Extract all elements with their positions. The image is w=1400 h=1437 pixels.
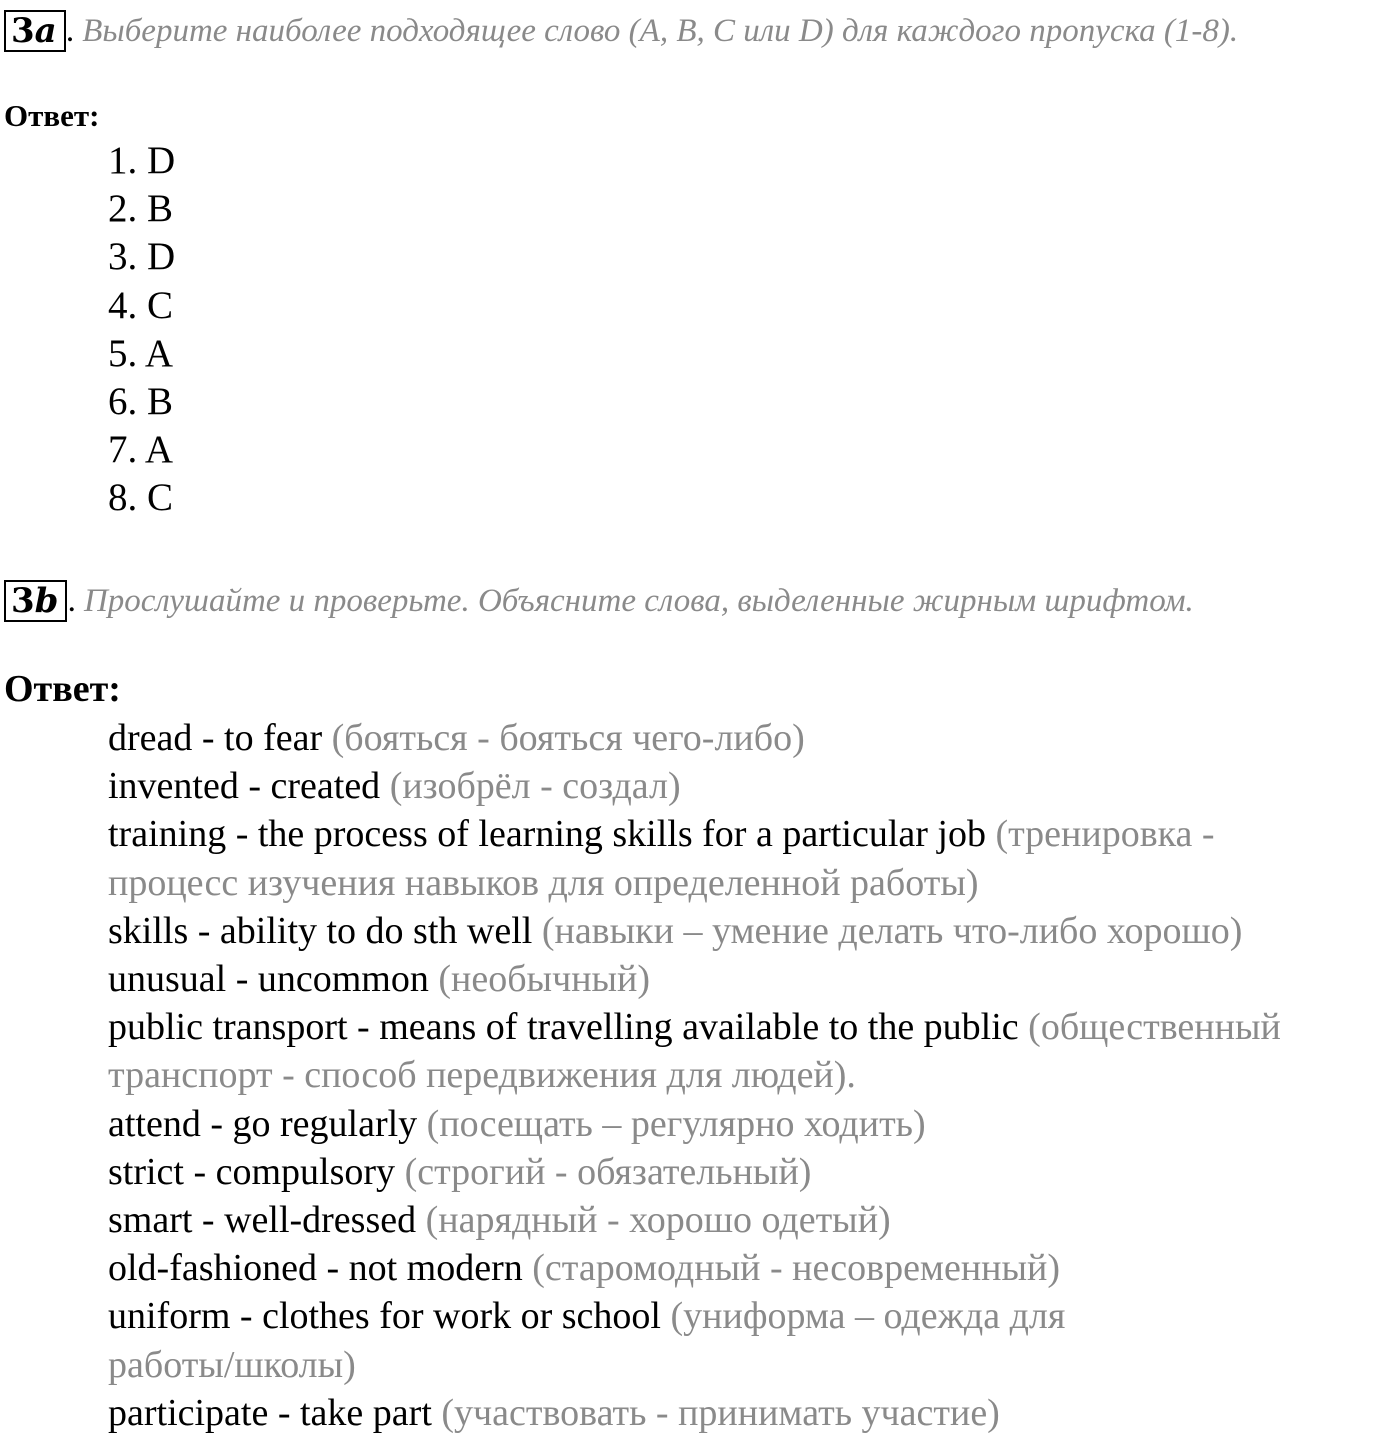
vocab-russian: (посещать – регулярно ходить) — [426, 1102, 926, 1145]
answer-label: Ответ: — [4, 668, 121, 710]
answer-item: 4. C — [108, 283, 174, 327]
vocab-russian: (участвовать - принимать участие) — [441, 1391, 1000, 1434]
task-letter: a — [34, 11, 57, 51]
answer-item: 3. D — [108, 235, 176, 279]
task-number: 3 — [11, 11, 35, 51]
vocab-russian: (необычный) — [438, 958, 651, 1001]
vocab-russian: (изобрёл - создал) — [389, 765, 681, 808]
vocab-english: smart - well-dressed — [108, 1199, 417, 1242]
vocab-line — [108, 859, 1398, 907]
vocab-russian: (общественный — [1028, 1006, 1281, 1049]
vocab-english: participate - take part — [108, 1391, 432, 1434]
vocab-russian: (старомодный - несовременный) — [532, 1247, 1061, 1290]
vocab-line — [108, 810, 1398, 858]
vocab-russian: (строгий - обязательный) — [404, 1150, 812, 1193]
vocab-english: public transport - means of travelling available to the public — [108, 1006, 1019, 1049]
vocab-russian: процесс изучения навыков для определенной работы) — [108, 861, 979, 904]
vocab-line — [108, 1244, 1398, 1292]
vocab-english: training - the process of learning skills for a particular job — [108, 813, 986, 856]
vocab-english: skills - ability to do sth well — [108, 909, 533, 952]
task-dot: . — [65, 12, 75, 49]
vocab-line — [108, 1148, 1398, 1196]
task-instruction: Выберите наиболее подходящее слово (A, B, C или D) для каждого пропуска (1-8). — [82, 12, 1239, 49]
vocab-line — [108, 907, 1398, 955]
answer-label: Ответ: — [4, 98, 100, 133]
answer-item: 8. C — [108, 476, 174, 520]
vocab-russian: (нарядный - хорошо одетый) — [425, 1199, 891, 1242]
vocab-line — [108, 1100, 1398, 1148]
task-number-box — [4, 10, 66, 52]
task-3b-header — [4, 580, 1194, 622]
vocab-line — [108, 762, 1398, 810]
task-instruction: Прослушайте и проверьте. Объясните слова, выделенные жирным шрифтом. — [83, 582, 1194, 619]
task-number-box — [4, 580, 67, 622]
vocab-russian: (бояться - бояться чего-либо) — [331, 717, 805, 759]
task-3a-header — [4, 10, 1238, 52]
answer-list-3a — [108, 137, 175, 523]
vocab-line — [108, 1341, 1398, 1389]
vocab-russian: (тренировка - — [995, 813, 1215, 856]
vocab-english: dread - to fear — [108, 717, 323, 759]
vocab-english: invented - created — [108, 765, 381, 808]
task-letter: b — [34, 581, 59, 621]
vocab-english: uniform - clothes for work or school — [108, 1295, 661, 1338]
task-dot: . — [67, 582, 76, 619]
vocab-line — [108, 955, 1398, 1003]
task-number: 3 — [11, 581, 35, 621]
vocab-line — [108, 1196, 1398, 1244]
vocab-russian: (униформа – одежда для — [670, 1295, 1066, 1338]
vocab-line — [108, 1389, 1398, 1437]
answer-item: 6. B — [108, 380, 174, 424]
answer-item: 7. A — [108, 428, 174, 472]
vocab-line — [108, 1003, 1398, 1051]
vocab-russian: работы/школы) — [108, 1343, 356, 1386]
vocab-russian: транспорт - способ передвижения для людей). — [108, 1054, 856, 1097]
vocab-english: old-fashioned - not modern — [108, 1247, 523, 1290]
vocab-english: strict - compulsory — [108, 1150, 396, 1193]
vocab-line — [108, 1051, 1398, 1099]
vocab-line — [108, 1292, 1398, 1340]
vocab-english: unusual - uncommon — [108, 958, 429, 1001]
vocab-line — [108, 714, 1398, 762]
vocabulary-list-3b — [108, 714, 1398, 1437]
answer-item: 2. B — [108, 187, 174, 231]
answer-item: 1. D — [108, 139, 176, 182]
vocab-russian: (навыки – умение делать что-либо хорошо) — [541, 909, 1243, 952]
vocab-english: attend - go regularly — [108, 1102, 418, 1145]
answer-item: 5. A — [108, 331, 174, 375]
